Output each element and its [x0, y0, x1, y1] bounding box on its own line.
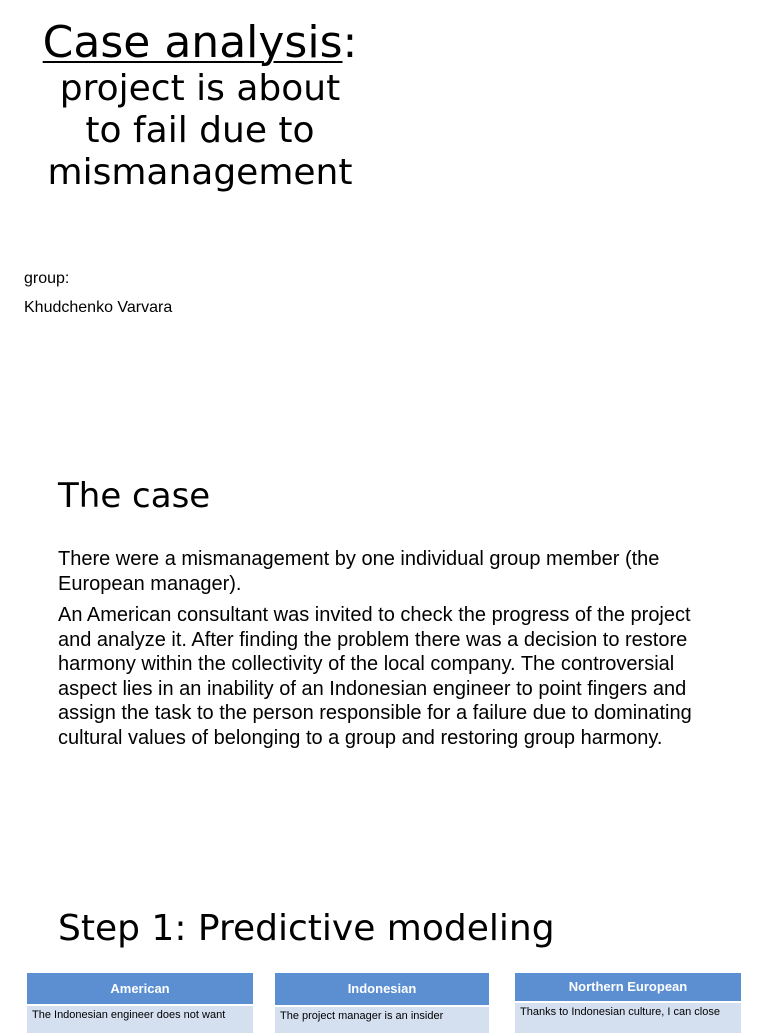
subtitle-line: mismanagement [47, 152, 353, 193]
card-text: The Indonesian engineer does not want [27, 1004, 253, 1022]
card-indonesian [275, 973, 489, 1033]
subtitle-line: project is about [59, 68, 341, 109]
case-heading: The case [58, 476, 211, 516]
card-text: Thanks to Indonesian culture, I can close [515, 1001, 741, 1019]
step-heading: Step 1: Predictive modeling [58, 908, 555, 949]
case-paragraph: There were a mismanagement by one individual group member (the European manager). [58, 548, 660, 595]
case-paragraph: An American consultant was invited to check the progress of the project and analyze it. After finding the problem there was a decision to restore harmony within the collectivity of the local company. The controversial aspect lies in an inability of an Indonesian engineer to point fingers and assign the task to the person responsible for a failure due to dominating cultural values of belonging to a group and restoring group harmony. [58, 604, 692, 749]
card-header: Indonesian [275, 973, 489, 1005]
subtitle-line: to fail due to [85, 110, 315, 151]
step-slide [0, 860, 768, 1024]
title-main: Case analysis [42, 17, 343, 68]
card-northern-european [515, 973, 741, 1033]
case-body [58, 547, 728, 757]
card-american [27, 973, 253, 1033]
card-text: The project manager is an insider [275, 1005, 489, 1023]
title-slide [0, 0, 768, 430]
group-label: group: [24, 270, 70, 287]
slide-subtitle [0, 68, 400, 194]
card-header: Northern European [515, 973, 741, 1001]
slide-title [0, 16, 400, 70]
card-header: American [27, 973, 253, 1004]
title-colon: : [342, 17, 358, 68]
group-member-name: Khudchenko Varvara [24, 299, 173, 316]
case-slide [0, 430, 768, 860]
